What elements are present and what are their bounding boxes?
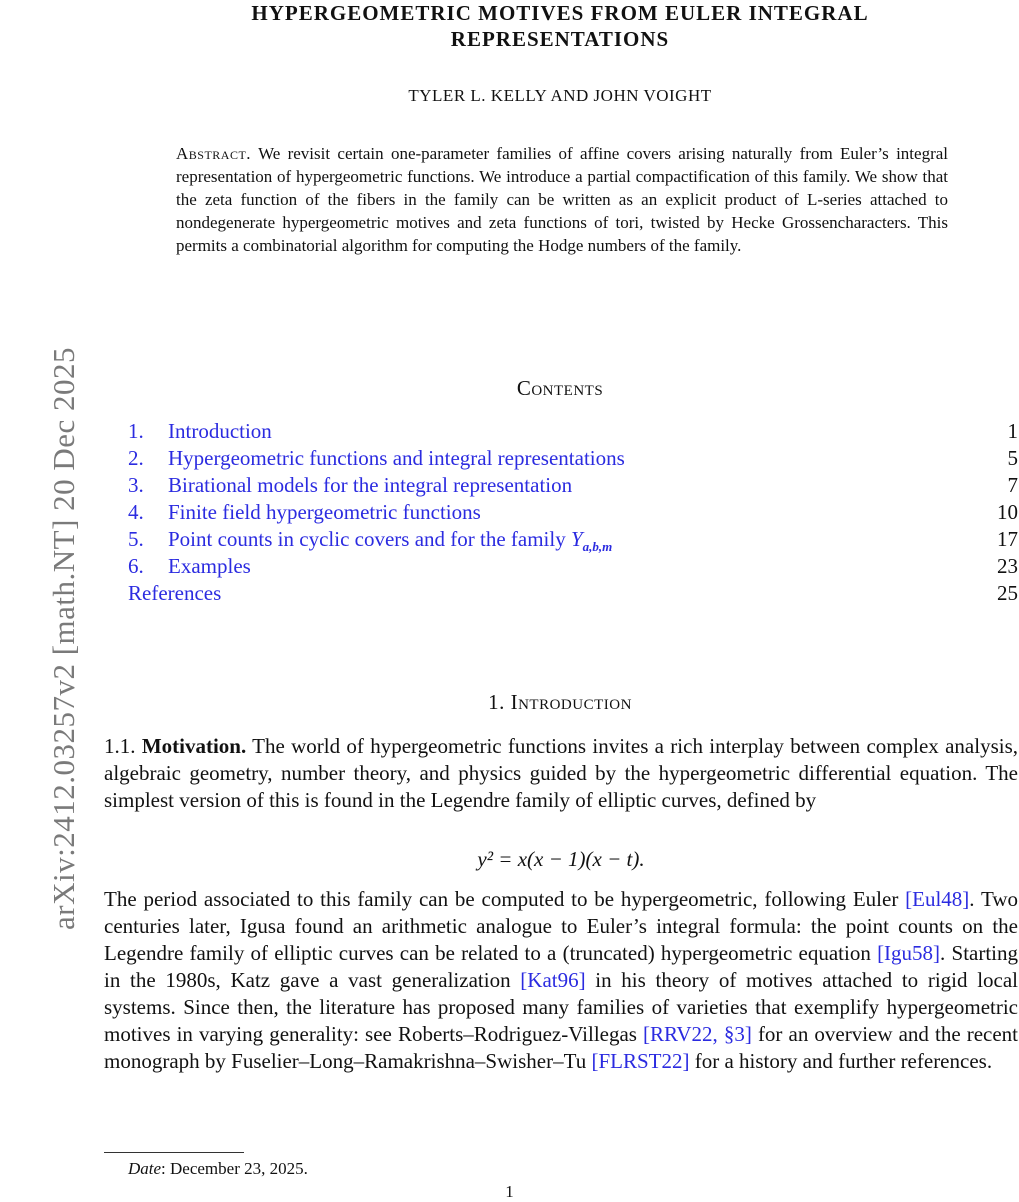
subsection-title: Motivation. [141,734,247,758]
toc-item-number[interactable]: 6. [128,554,144,578]
paragraph-text: . Starting in the 1980s, Katz gave a vast generalization [104,941,1019,992]
paragraph-motivation [104,733,1018,814]
toc-item-number[interactable]: 2. [128,446,144,470]
citation-flrst22[interactable]: [FLRST22] [591,1049,690,1073]
abstract-text: We revisit certain one-parameter families of affine covers arising naturally from Euler’s integral representation of hypergeometric functions. We introduce a partial compactification of this family. We show that the zeta function of the fibers in the family can be written as an explicit product of L-series attached to nondegenerate hypergeometric motives and zeta functions of tori, twisted by Hecke Grossencharacters. This permits a combinatorial algorithm for computing the Hodge numbers of the family. [176,144,948,255]
toc-item-examples[interactable] [128,553,1018,580]
toc-item-page: 5 [1007,446,1018,470]
citation-rrv22[interactable]: [RRV22, §3] [643,1022,752,1046]
contents-title: Contents [516,376,604,400]
footnote-text: : December 23, 2025. [161,1159,308,1178]
section-title: Introduction [510,690,632,714]
toc-item-number[interactable]: 4. [128,500,144,524]
arxiv-identifier [10,210,81,930]
math-y: Y [570,527,583,551]
arxiv-identifier-text: arXiv:2412.03257v2 [math.NT] 20 Dec 2025 [46,346,81,930]
equation-legendre: y² = x(x − 1)(x − t). [477,847,645,871]
citation-kat96[interactable]: [Kat96] [520,968,586,992]
toc-item-number[interactable]: 3. [128,473,144,497]
citation-igu58[interactable]: [Igu58] [877,941,941,965]
math-subscript: a,b,m [582,539,613,555]
toc-item-label[interactable]: Hypergeometric functions and integral representations [168,446,625,470]
toc-item-page: 23 [997,554,1018,578]
paragraph-text: The period associated to this family can be computed to be hypergeometric, following Euler [104,887,899,911]
toc-item-label[interactable]: Introduction [168,419,272,443]
toc-item-number[interactable]: 1. [128,419,144,443]
paragraph-history [104,886,1018,1075]
paragraph-text: . Two centuries later, Igusa found an arithmetic analogue to Euler’s integral formula: the point counts on the Legendre family of elliptic curves can be related to a (truncated) hypergeometric equation [104,887,1019,965]
table-of-contents [128,418,1018,607]
abstract [176,142,948,257]
title-line-1: HYPERGEOMETRIC MOTIVES FROM EULER INTEGRAL [251,1,869,25]
section-heading [120,690,1000,715]
toc-item-introduction[interactable] [128,418,1018,445]
paper-title [120,0,1000,52]
toc-item-label[interactable]: Finite field hypergeometric functions [168,500,481,524]
toc-item-label[interactable]: References [128,581,222,605]
paragraph-text: The world of hypergeometric functions invites a rich interplay between complex analysis, algebraic geometry, number theory, and physics guided by the hypergeometric differential equation. The simplest version of this is found in the Legendre family of elliptic curves, defined by [104,734,1019,812]
citation-eul48[interactable]: [Eul48] [905,887,970,911]
toc-item-page: 25 [997,581,1018,605]
footnote-label: Date [128,1159,162,1178]
toc-item-page: 7 [1007,473,1018,497]
toc-item-birational-models[interactable] [128,472,1018,499]
abstract-label: Abstract. [176,144,252,163]
toc-item-hypergeometric-functions[interactable] [128,445,1018,472]
toc-item-page: 17 [997,527,1018,551]
toc-item-point-counts[interactable] [128,526,1018,553]
toc-item-label[interactable]: Examples [168,554,251,578]
footnote-rule [104,1152,244,1153]
section-number: 1. [488,690,505,714]
page-number: 1 [505,1182,514,1201]
toc-item-finite-field[interactable] [128,499,1018,526]
footnote-date [128,1159,308,1179]
toc-item-references[interactable] [128,580,1018,607]
toc-item-number[interactable]: 5. [128,527,144,551]
paragraph-text: for an overview and the recent monograph by Fuselier–Long–Ramakrishna–Swisher–Tu [104,1022,1019,1073]
title-line-2: REPRESENTATIONS [450,27,670,51]
authors: TYLER L. KELLY AND JOHN VOIGHT [408,86,712,105]
toc-item-label-text[interactable]: Point counts in cyclic covers and for the family [168,527,566,551]
toc-item-page: 1 [1007,419,1018,443]
toc-item-label[interactable]: Birational models for the integral representation [168,473,573,497]
toc-item-page: 10 [997,500,1018,524]
paragraph-text: for a history and further references. [694,1049,993,1073]
paragraph-text: in his theory of motives attached to rigid local systems. Since then, the literature has proposed many families of varieties that exemplify hypergeometric motives in varying generality: see Roberts–Rodriguez-Villegas [104,968,1019,1046]
subsection-number: 1.1. [104,734,136,758]
